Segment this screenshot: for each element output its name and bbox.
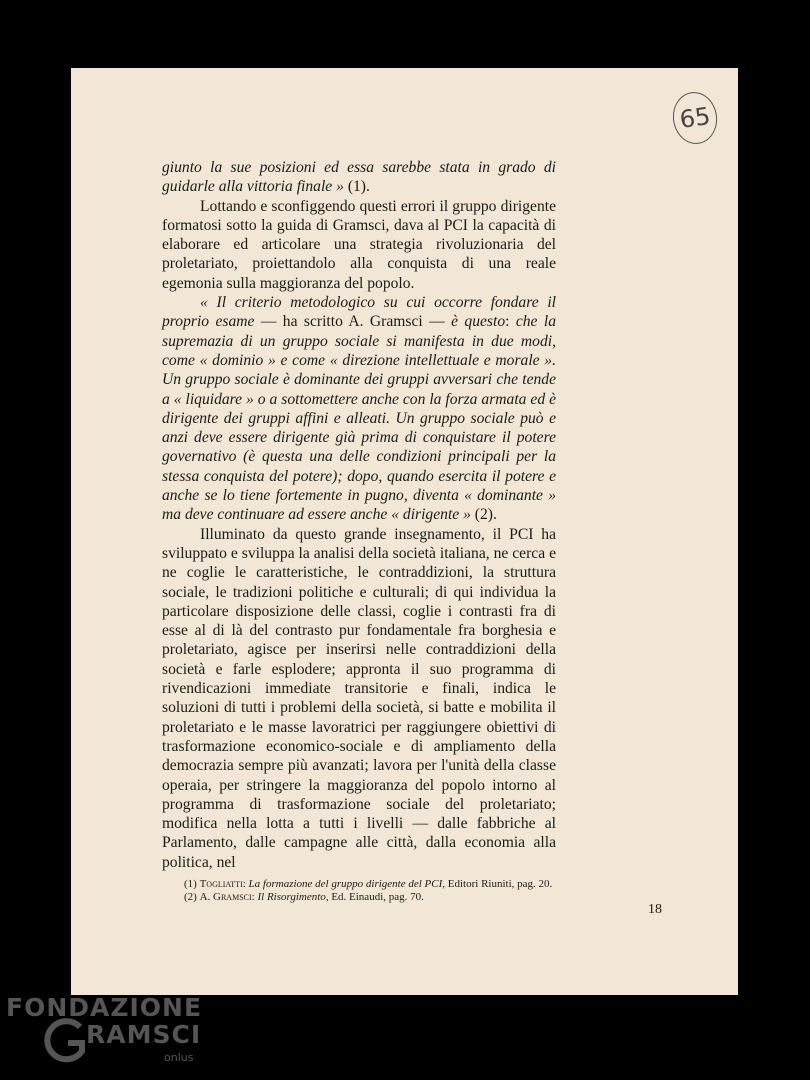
footnote-1-sep: :: [242, 878, 249, 890]
footnote-2-title: Il Risorgimento: [257, 890, 326, 903]
colon: :: [505, 313, 516, 331]
quote-end: giunto la sue posizioni ed essa sarebbe stata in grado di guidarle alla vittoria finale »: [162, 159, 556, 196]
footnote-1-title: La formazione del gruppo dirigente del PCI: [248, 878, 443, 890]
paragraph-3: [162, 293, 556, 525]
footnote-2: [162, 891, 556, 904]
paragraph-2: Lottando e sconfiggendo questi errori il gruppo dirigente formatosi sotto la guida di Gramsci, dava al PCI la capacità di elaborare ed articolare una strategia rivoluzionaria del proletariato, proiettandolo alla conquista di una reale egemonia sulla maggioranza del popolo.: [162, 197, 556, 292]
body-text: [162, 158, 556, 872]
footnote-1-author: Togliatti: [199, 878, 243, 890]
logo-g-icon: [44, 1017, 88, 1069]
gramsci-quote-start: « Il criterio metodologico su cui occorre fondare il proprio esame: [162, 294, 556, 331]
logo-line-2: RAMSCI: [86, 1020, 202, 1049]
footnote-1-number: (1): [184, 878, 200, 890]
footnote-2-sep: :: [251, 890, 258, 903]
paragraph-4: Illuminato da questo grande insegnamento, il PCI ha sviluppato e sviluppa la analisi della società italiana, ne cerca e ne coglie le caratteristiche, le contraddizioni, la struttura sociale, le tradizioni politiche e culturali; di qui individua la particolare disposizione delle classi, coglie i contrasti fra di esse al di là del contrasto pur fondamentale fra borghesia e proletariato, agisce per inserirsi nelle contraddizioni della società e farle esplodere; approntа il suo programma di rivendicazioni immediate transitorie e finali, indica le soluzioni di tutti i problemi della società, si batte e mobilita il proletariato e le masse lavoratrici per raggiungere obiettivi di trasformazione economico-sociale e di ampliamento della democrazia sempre più avanzati; lavora per l'unità della classe operaia, per stringere la maggioranza del popolo intorno al programma di trasformazione sociale del proletariato; modifica nella lotta a tutti i livelli — dalle fabbriche al Parlamento, dalle campagne alle città, dalla economia alla politica, nel: [162, 525, 556, 871]
fondazione-gramsci-logo: [6, 993, 203, 1073]
handwritten-page-number: 65: [670, 89, 721, 147]
footnote-ref-1: (1).: [343, 178, 370, 196]
footnote-1: [162, 878, 556, 891]
footnote-ref-2: (2).: [470, 506, 497, 524]
footnote-2-author: A. Gramsci: [199, 890, 252, 903]
gramsci-quote-body: che la supremazia di un gruppo sociale si manifesta in due modi, come « dominio » e come « direzione intellettuale e morale ». Un gruppo sociale è dominante dei gruppi avversari che tende a « liquidare » o a sottomettere anche con la forza armata ed è dirigente dei gruppi affini e alleati. Un gruppo sociale può e anzi deve essere dirigente già prima di conquistare il potere governativo (è questa una delle condizioni principali per la stessa conquista del potere); dopo, quando esercita il potere e anche se lo tiene fortemente in pugno, diventa « dominante » ma deve continuare ad essere anche « dirigente »: [162, 313, 556, 524]
footnote-2-number: (2): [184, 890, 200, 903]
footnotes: [162, 878, 556, 903]
attribution: — ha scritto A. Gramsci —: [254, 313, 452, 331]
logo-onlus: onlus: [164, 1051, 194, 1064]
logo-line-1: FONDAZIONE: [6, 993, 203, 1022]
footnote-1-rest: , Editori Riuniti, pag. 20.: [442, 878, 553, 890]
paragraph-1: [162, 158, 556, 197]
quote-mid: è questo: [451, 313, 506, 331]
page-number: 18: [648, 902, 662, 917]
footnote-2-rest: , Ed. Einaudi, pag. 70.: [325, 890, 424, 903]
